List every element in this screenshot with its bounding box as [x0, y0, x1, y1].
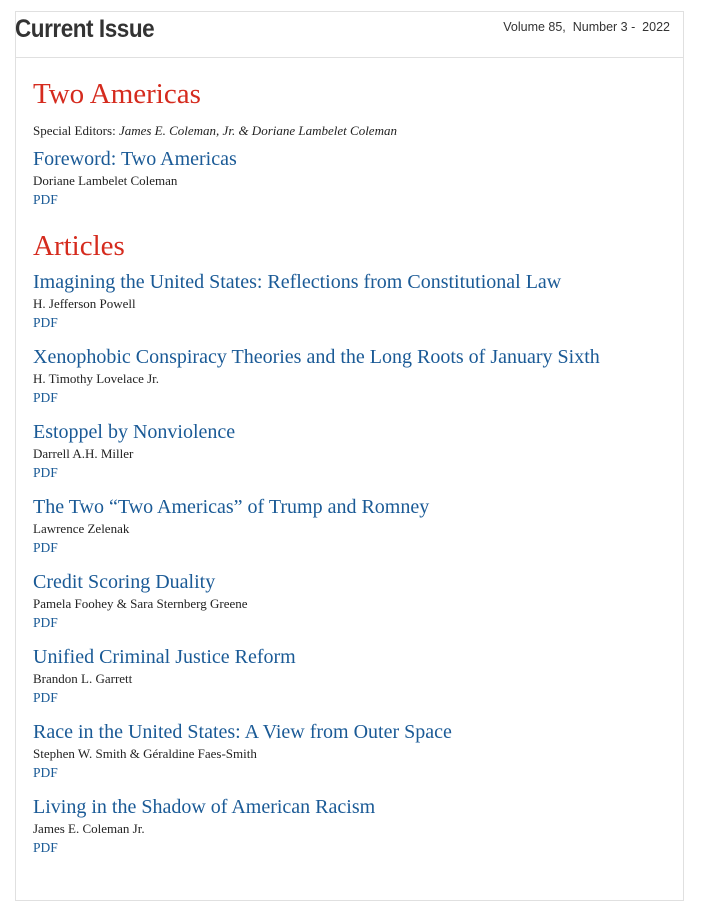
article-entry — [33, 495, 673, 558]
article-entry — [33, 645, 673, 708]
article-author: Lawrence Zelenak — [33, 521, 130, 536]
article-author: Pamela Foohey & Sara Sternberg Greene — [33, 596, 248, 611]
article-title-link[interactable]: Imagining the United States: Reflections from Constitutional Law — [33, 271, 562, 293]
article-title-link[interactable]: Race in the United States: A View from Outer Space — [33, 721, 452, 743]
article-author: Brandon L. Garrett — [33, 671, 133, 686]
editors-names: James E. Coleman, Jr. & Doriane Lambelet Coleman — [118, 123, 397, 138]
pdf-link[interactable]: PDF — [33, 615, 58, 630]
issue-header — [15, 11, 684, 58]
issue-content — [33, 74, 673, 858]
article-author: Stephen W. Smith & Géraldine Faes-Smith — [33, 746, 257, 761]
article-title-link[interactable]: Unified Criminal Justice Reform — [33, 646, 296, 668]
article-entry — [33, 420, 673, 483]
issue-volume-info: Volume 85, Number 3 - 2022 — [503, 20, 670, 34]
pdf-link[interactable]: PDF — [33, 690, 58, 705]
article-entry — [33, 147, 673, 210]
article-title-link[interactable]: Foreword: Two Americas — [33, 148, 237, 170]
pdf-link[interactable]: PDF — [33, 765, 58, 780]
article-author: H. Jefferson Powell — [33, 296, 136, 311]
article-entry — [33, 570, 673, 633]
page-title: Current Issue — [15, 15, 155, 43]
article-author: H. Timothy Lovelace Jr. — [33, 371, 160, 386]
article-entry — [33, 795, 673, 858]
article-entry — [33, 270, 673, 333]
pdf-link[interactable]: PDF — [33, 540, 58, 555]
editors-label: Special Editors: — [33, 123, 119, 138]
articles-section — [33, 226, 673, 858]
article-title-link[interactable]: Living in the Shadow of American Racism — [33, 796, 376, 818]
article-title-link[interactable]: Estoppel by Nonviolence — [33, 421, 236, 443]
section-title-articles: Articles — [33, 230, 125, 262]
article-title-link[interactable]: The Two “Two Americas” of Trump and Romney — [33, 496, 430, 518]
pdf-link[interactable]: PDF — [33, 840, 58, 855]
article-author: James E. Coleman Jr. — [33, 821, 145, 836]
pdf-link[interactable]: PDF — [33, 465, 58, 480]
article-title-link[interactable]: Xenophobic Conspiracy Theories and the Long Roots of January Sixth — [33, 346, 600, 368]
section-title-two-americas: Two Americas — [33, 78, 201, 110]
article-author: Darrell A.H. Miller — [33, 446, 134, 461]
pdf-link[interactable]: PDF — [33, 315, 58, 330]
article-entry — [33, 720, 673, 783]
article-entry — [33, 345, 673, 408]
article-author: Doriane Lambelet Coleman — [33, 173, 178, 188]
pdf-link[interactable]: PDF — [33, 390, 58, 405]
article-title-link[interactable]: Credit Scoring Duality — [33, 571, 216, 593]
special-editors — [33, 122, 673, 139]
pdf-link[interactable]: PDF — [33, 192, 58, 207]
special-issue-section — [33, 74, 673, 210]
